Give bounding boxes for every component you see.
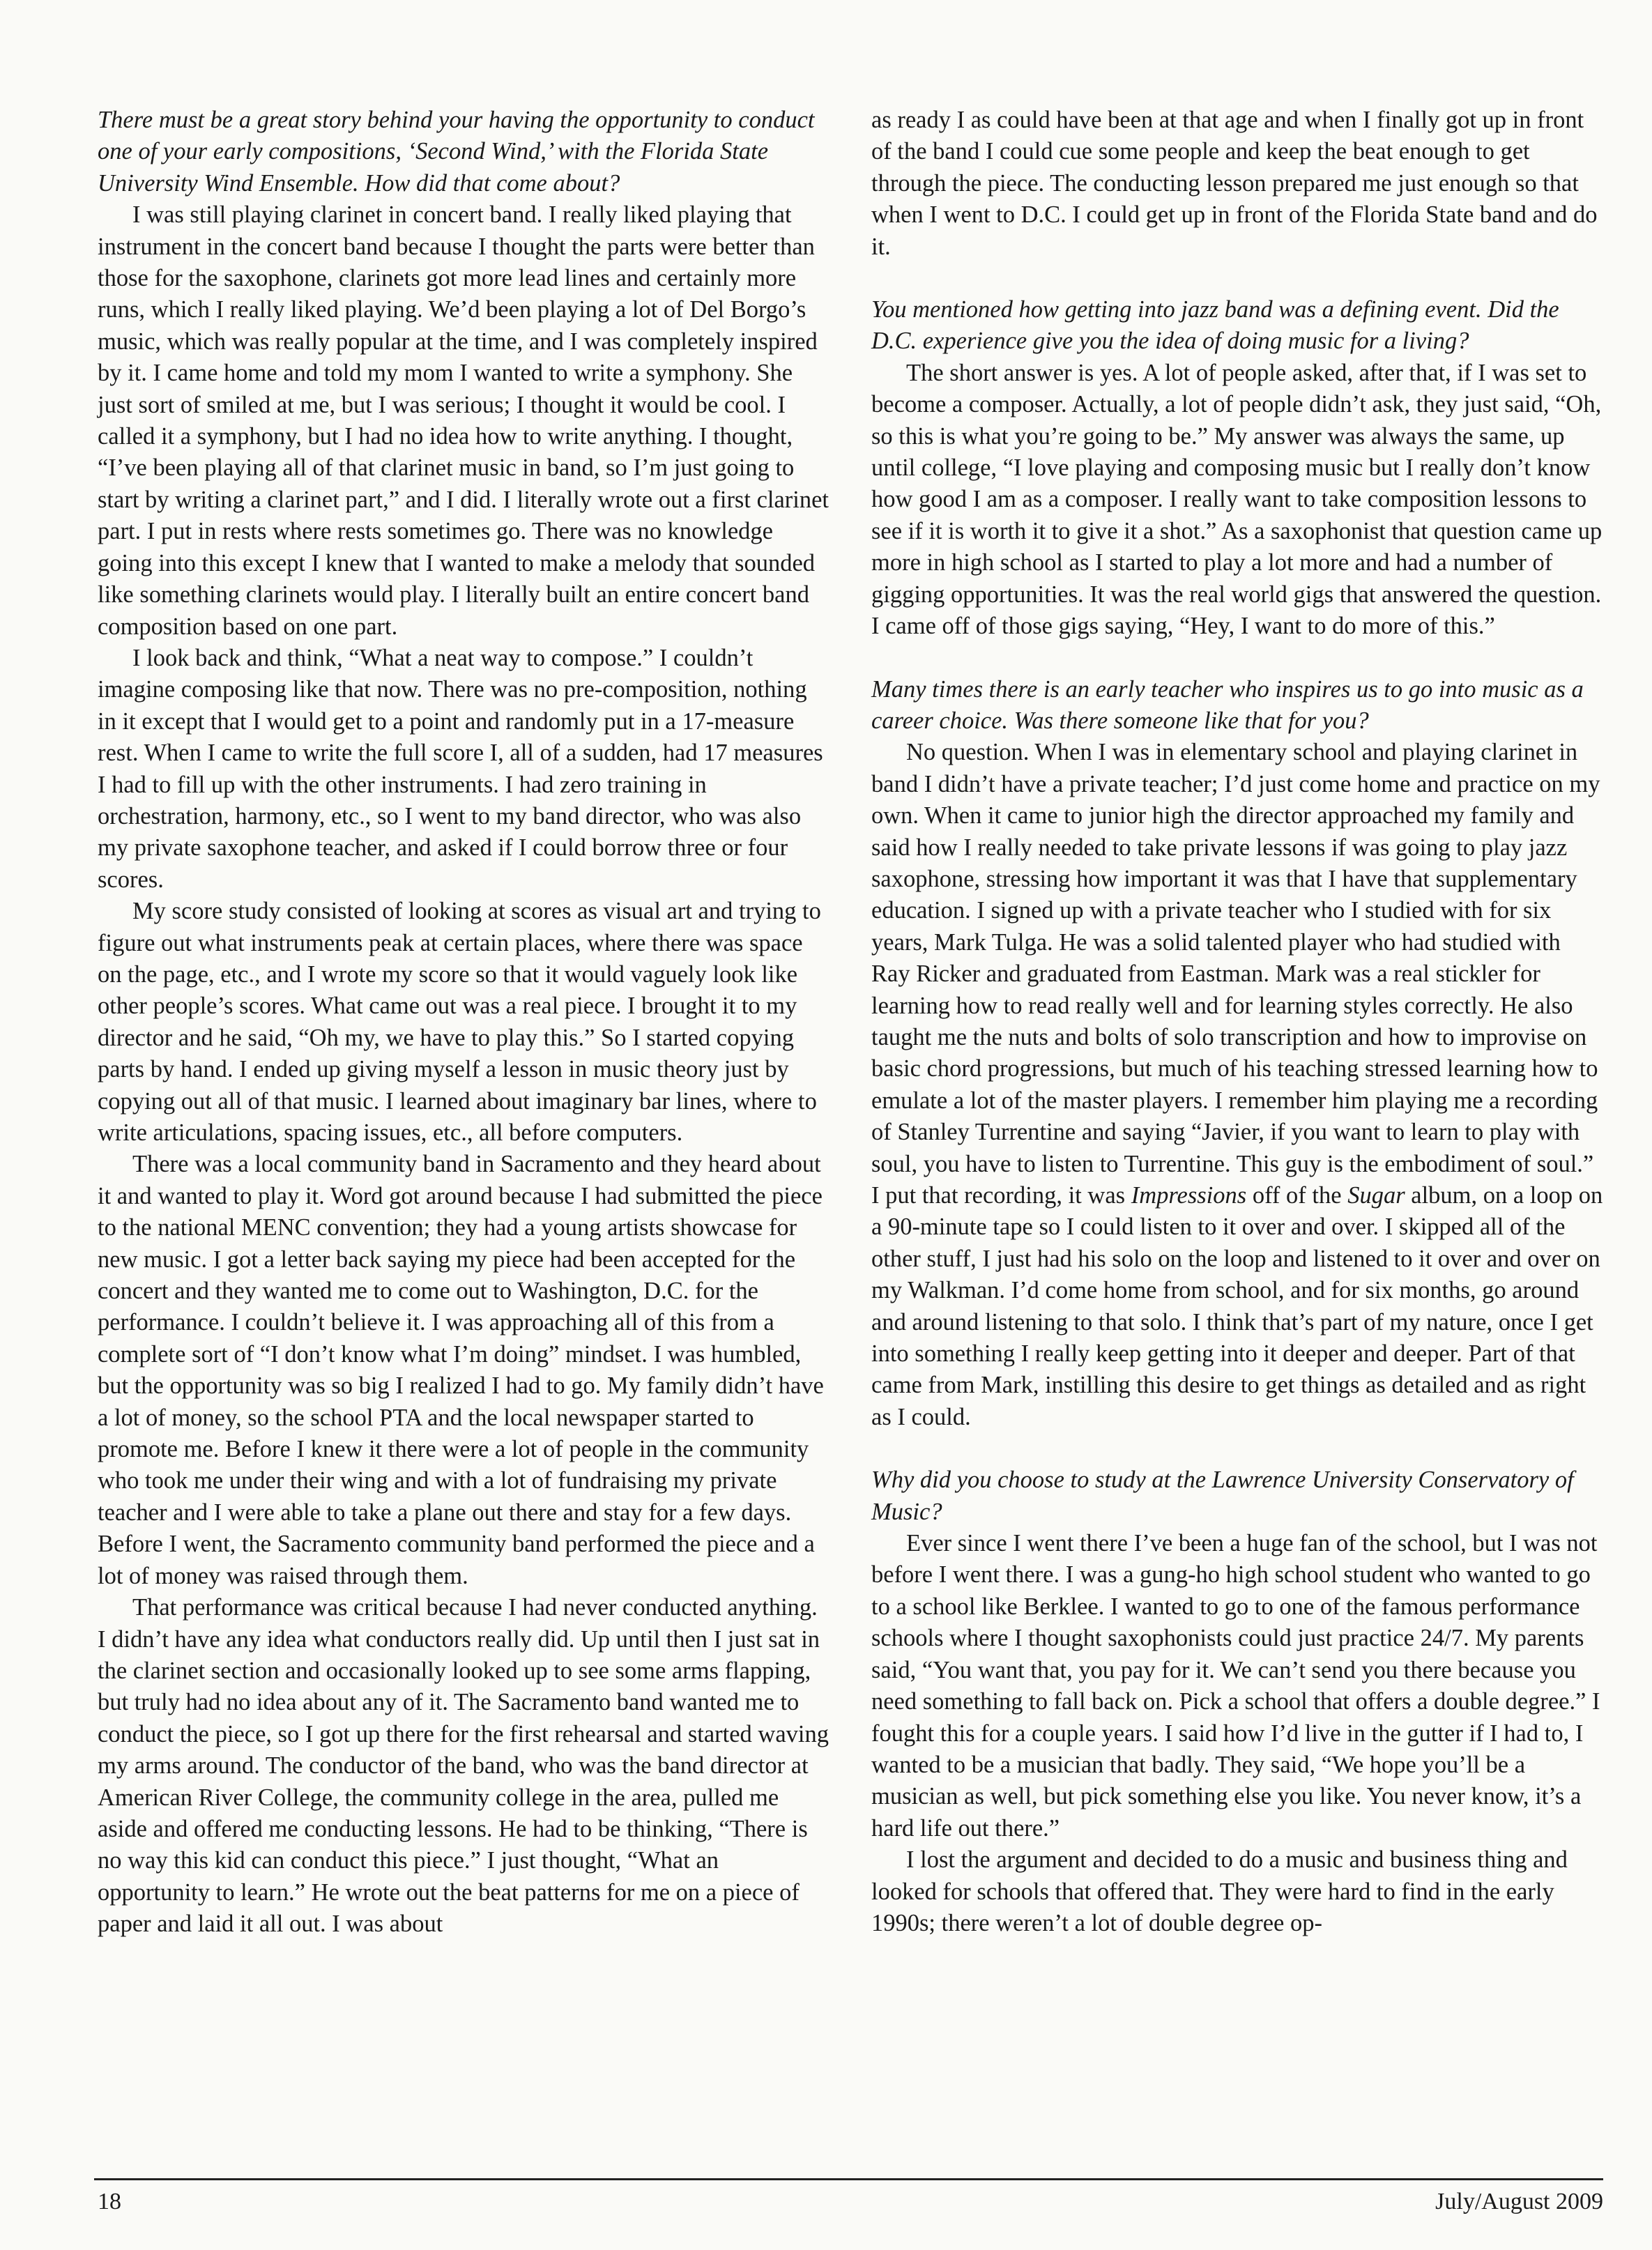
interview-question: There must be a great story behind your having the opportunity to conduct one of your early compositions, ‘Second Wind,’ with the Florida State University Wind Ensemble. How did that come about?: [98, 107, 815, 197]
right-column: [871, 105, 1603, 1939]
album-track-title: Impressions: [1131, 1182, 1247, 1209]
answer-paragraph: That performance was critical because I had never conducted anything. I didn’t have any idea what conductors really did. Up until then I just sat in the clarinet section and occasionally looked up to see some arms flapping, but truly had no idea about any of it. The Sacramento band wanted me to conduct the piece, so I got up there for the first rehearsal and started waving my arms around. The conductor of the band, who was the band director at American River College, the community college in the area, pulled me aside and offered me conducting lessons. He had to be thinking, “There is no way this kid can conduct this piece.” I just thought, “What an opportunity to learn.” He wrote out the beat patterns for me on a piece of paper and laid it all out. I was about: [98, 1594, 829, 1938]
section-gap: [871, 1433, 1603, 1464]
answer-paragraph: Ever since I went there I’ve been a huge fan of the school, but I was not before I went there. I was a gung-ho high school student who wanted to go to a school like Berklee. I wanted to go to one of the famous performance schools where I thought saxophonists could just practice 24/7. My parents said, “You want that, you pay for it. We can’t send you there because you need something to fall back on. Pick a school that offers a double degree.” I fought this for a couple years. I said how I’d live in the gutter if I had to, I wanted to be a musician that badly. They said, “We hope you’ll be a musician as well, but pick something else you like. You never know, it’s a hard life out there.”: [871, 1530, 1600, 1842]
answer-paragraph: [871, 737, 1603, 1433]
interview-question: Why did you choose to study at the Lawrence University Conservatory of Music?: [871, 1467, 1574, 1525]
answer-paragraph: I look back and think, “What a neat way to compose.” I couldn’t imagine composing like that now. There was no pre-composition, nothing in it except that I would get to a point and randomly put in a 17-measure rest. When I came to write the full score I, all of a sudden, had 17 measures I had to fill up with the other instruments. I had zero training in orchestration, harmony, etc., so I went to my band director, who was also my private saxophone teacher, and asked if I could borrow three or four scores.: [98, 644, 823, 893]
answer-paragraph-continued: as ready I as could have been at that age and when I finally got up in front of the band I could cue some people and keep the beat enough to get through the piece. The conducting lesson prepared me just enough so that when I went to D.C. I could get up in front of the Florida State band and do it.: [871, 107, 1598, 260]
page-number: 18: [98, 2189, 121, 2214]
answer-paragraph: I was still playing clarinet in concert band. I really liked playing that instrument in the concert band because I thought the parts were better than those for the saxophone, clarinets got more lead lines and certainly more runs, which I really liked playing. We’d been playing a lot of Del Borgo’s music, which was really popular at the time, and I was completely inspired by it. I came home and told my mom I wanted to write a symphony. She just sort of smiled at me, but I was serious; I thought it would be cool. I called it a symphony, but I had no idea how to write anything. I thought, “I’ve been playing all of that clarinet music in band, so I’m just going to start by writing a clarinet part,” and I did. I literally wrote out a first clarinet part. I put in rests where rests sometimes go. There was no knowledge going into this except I knew that I wanted to make a melody that sounded like something clarinets would play. I literally built an entire concert band composition based on one part.: [98, 201, 829, 640]
answer-text: album, on a loop on a 90-minute tape so I could listen to it over and over. I skipped all of the other stuff, I just had his solo on the loop and listened to it over and over on my Walkman. I’d come home from school, and for six months, go around and around listening to that solo. I think that’s part of my nature, once I get into something I really keep getting into it deeper and deeper. Part of that came from Mark, instilling this desire to get things as detailed and as right as I could.: [871, 1182, 1603, 1430]
answer-text: No question. When I was in elementary school and playing clarinet in band I didn’t have a private teacher; I’d just come home and practice on my own. When it came to junior high the director approached my family and said how I really needed to take private lessons if was going to play jazz saxophone, stressing how important it was that I have that supplementary education. I signed up with a private teacher who I studied with for six years, Mark Tulga. He was a solid talented player who had studied with Ray Ricker and graduated from Eastman. Mark was a real stickler for learning how to read really well and for learning styles correctly. He also taught me the nuts and bolts of solo transcription and how to improvise on basic chord progressions, but much of his teaching stressed learning how to emulate a lot of the master players. I remember him playing me a recording of Stanley Turrentine and saying “Javier, if you want to learn to play with soul, you have to listen to Turrentine. This guy is the embodiment of soul.” I put that recording, it was: [871, 739, 1600, 1209]
section-gap: [871, 263, 1603, 294]
interview-question: You mentioned how getting into jazz band was a defining event. Did the D.C. experience give you the idea of doing music for a living?: [871, 296, 1559, 355]
issue-date: July/August 2009: [1435, 2189, 1603, 2214]
answer-paragraph: My score study consisted of looking at scores as visual art and trying to figure out what instruments peak at certain places, where there was space on the page, etc., and I wrote my score so that it would vaguely look like other people’s scores. What came out was a real piece. I brought it to my director and he said, “Oh my, we have to play this.” So I started copying parts by hand. I ended up giving myself a lesson in music theory just by copying out all of that music. I learned about imaginary bar lines, where to write articulations, spacing issues, etc., all before computers.: [98, 898, 821, 1146]
section-gap: [871, 643, 1603, 674]
answer-paragraph: I lost the argument and decided to do a music and business thing and looked for schools that offered that. They were hard to find in the early 1990s; there weren’t a lot of double degree op-: [871, 1846, 1568, 1936]
answer-paragraph: The short answer is yes. A lot of people asked, after that, if I was set to become a composer. Actually, a lot of people didn’t ask, they just said, “Oh, so this is what you’re going to be.” My answer was always the same, up until college, “I love playing and composing music but I really don’t know how good I am as a composer. I really want to take composition lessons to see if it is worth it to give it a shot.” As a saxophonist that question came up more in high school as I started to play a lot more and had a number of gigging opportunities. It was the real world gigs that answered the question. I came off of those gigs saying, “Hey, I want to do more of this.”: [871, 359, 1603, 640]
answer-text: off of the: [1246, 1182, 1348, 1209]
interview-question: Many times there is an early teacher who inspires us to go into music as a career choice. Was there someone like that for you?: [871, 675, 1584, 734]
answer-paragraph: There was a local community band in Sacramento and they heard about it and wanted to play it. Word got around because I had submitted the piece to the national MENC convention; they had a young artists showcase for new music. I got a letter back saying my piece had been accepted for the concert and they wanted me to come out to Washington, D.C. for the performance. I couldn’t believe it. I was approaching all of this from a complete sort of “I don’t know what I’m doing” mindset. I was humbled, but the opportunity was so big I realized I had to go. My family didn’t have a lot of money, so the school PTA and the local newspaper started to promote me. Before I knew it there were a lot of people in the community who took me under their wing and with a lot of fundraising my private teacher and I were able to take a plane out there and stay for a few days. Before I went, the Sacramento community band performed the piece and a lot of money was raised through them.: [98, 1151, 824, 1589]
footer-rule: [94, 2178, 1603, 2180]
left-column: [98, 105, 829, 1941]
album-title: Sugar: [1347, 1182, 1405, 1209]
